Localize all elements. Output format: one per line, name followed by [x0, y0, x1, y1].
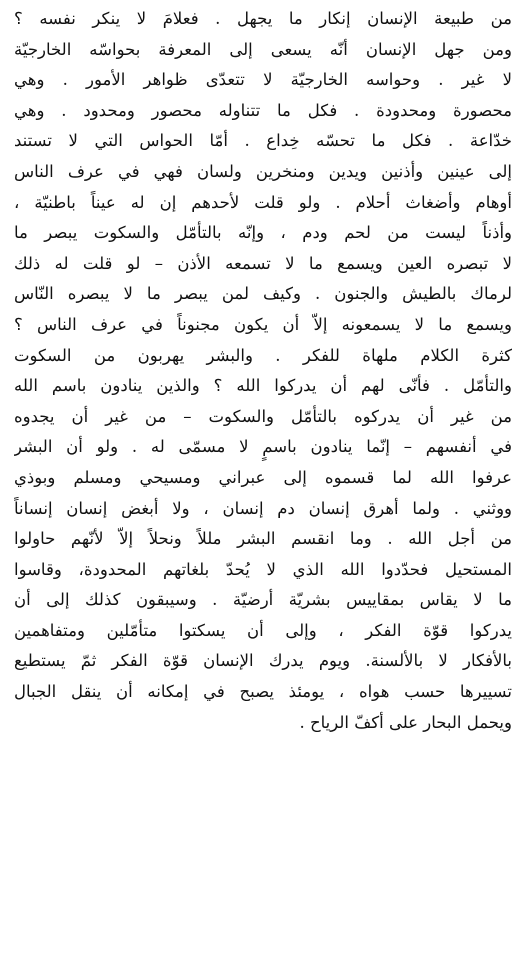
text-line-13: والتأمّل . فأنّى لهم أن يدركوا الله ؟ والذين ينادون باسم الله: [14, 376, 512, 396]
text-line-23: تسييرها حسب هواه ، يومئذ يصبح في إمكانه أن ينقل الجبال: [14, 682, 512, 702]
text-line-15: في أنفسهم – إنّما ينادون باسمٍ لا مسمّى له . ولو أن البشر: [14, 437, 512, 457]
text-line-16: عرفوا الله لما قسموه إلى عبراني ومسيحي ومسلم وبوذي: [14, 467, 512, 487]
text-line-4: محصورة ومحدودة . فكل ما تتناوله محصور ومحدود . وهي: [14, 100, 512, 120]
text-line-5: خدّاعة . فكل ما تحسّه خِداع . أمّا الحواس التي لا تستند: [14, 131, 512, 151]
text-line-10: لرماك بالطيش والجنون . وكيف لمن يبصر ما لا يبصره النّاس: [14, 284, 512, 304]
text-line-17: ووثني . ولما أهرق إنسان دم إنسان ، ولا أبغض إنسان إنساناً: [14, 498, 512, 518]
text-line-3: لا غير . وحواسه الخارجيّة لا تتعدّى ظواهر الأمور . وهي: [14, 70, 512, 90]
text-line-18: من أجل الله . وما انقسم البشر مللاً ونحلاً إلاّ لأنّهم حاولوا: [14, 529, 512, 549]
text-line-2: ومن جهل الإنسان أنّه يسعى إلى المعرفة بحواسّه الخارجيّة: [14, 39, 512, 59]
text-line-12: كثرة الكلام ملهاة للفكر . والبشر يهربون من السكوت: [14, 345, 512, 365]
text-line-9: لا تبصره العين ويسمع ما لا تسمعه الأذن – لو قلت له ذلك: [14, 253, 512, 273]
text-line-1: من طبيعة الإنسان إنكار ما يجهل . فعلامَ لا ينكر نفسه ؟: [14, 9, 512, 28]
text-line-20: ما لا يقاس بمقاييس بشريّة أرضيّة . وسيبقون كذلك إلى أن: [14, 590, 512, 610]
text-line-8: وأذناً ليست من لحم ودم ، وإنّه بالتأمّل والسكوت يبصر ما: [14, 223, 512, 243]
text-line-7: أوهام وأضغاث أحلام . ولو قلت لأحدهم إن له عيناً باطنيّة ،: [14, 192, 512, 212]
text-line-22: بالأفكار لا بالألسنة. ويوم يدرك الإنسان قوّة الفكر ثمّ يستطيع: [14, 651, 512, 671]
text-line-21: يدركوا قوّة الفكر ، وإلى أن يسكتوا متأمّلين ومتفاهمين: [14, 620, 512, 640]
text-line-6: إلى عينين وأذنين ويدين ومنخرين ولسان فهي في عرف الناس: [14, 161, 512, 181]
text-line-19: المستحيل فحدّدوا الله الذي لا يُحدّ بلغاتهم المحدودة، وقاسوا: [14, 559, 512, 579]
text-line-24: ويحمل البحار على أكفّ الرياح .: [299, 712, 512, 732]
text-line-14: من غير أن يدركوه بالتأمّل والسكوت – من غير أن يجدوه: [14, 406, 512, 426]
text-line-11: ويسمع ما لا يسمعونه إلاّ أن يكون مجنوناً في عرف الناس ؟: [14, 314, 512, 334]
